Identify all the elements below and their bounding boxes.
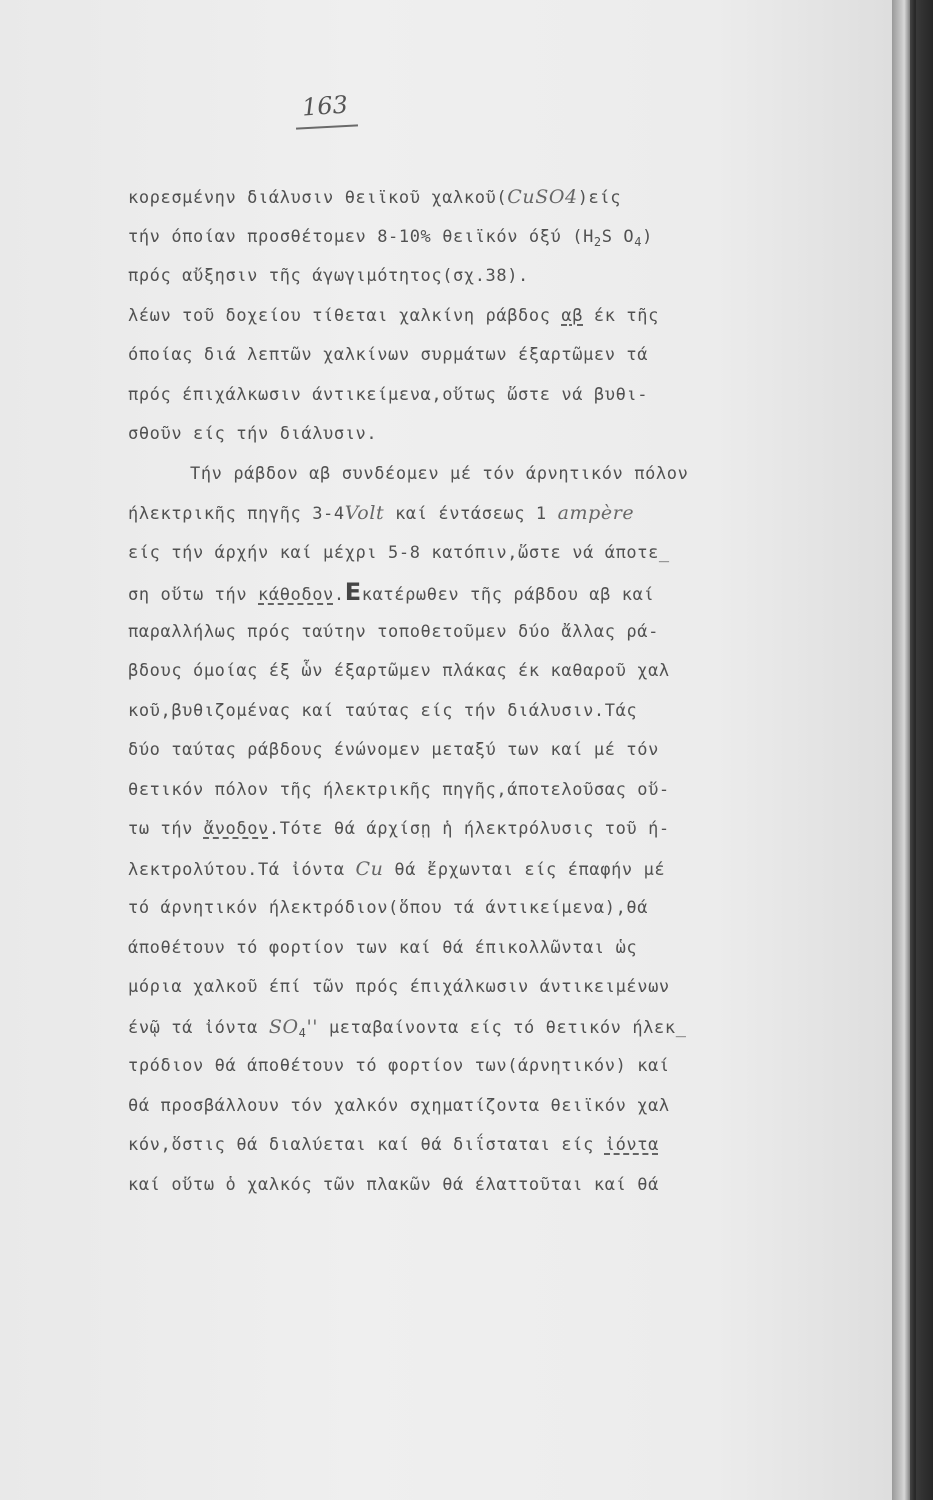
- handwritten-annotation: Cu: [355, 857, 384, 880]
- text-line: [128, 218, 828, 258]
- text-run: λεκτρολύτου.Τά ἰόντα: [128, 859, 356, 880]
- text-line: [128, 494, 828, 534]
- text-run: βδους όμοίας έξ ὧν έξαρτῶμεν πλάκας έκ καθαροῦ χαλ: [128, 661, 670, 681]
- page-number: 163: [301, 90, 349, 122]
- text-line: [128, 1047, 828, 1087]
- text-run: άποθέτουν τό φορτίον των καί θά έπικολλῶνται ὡς: [128, 937, 638, 958]
- text-line: [128, 257, 828, 297]
- binding-shadow: [910, 0, 916, 1500]
- text-line: [128, 850, 828, 890]
- text-line: [128, 297, 828, 337]
- handwritten-correction: E: [344, 578, 362, 606]
- subscript: 4: [298, 1025, 307, 1040]
- text-line: [128, 178, 828, 218]
- text-run: .: [333, 585, 345, 605]
- text-run: κόν,ὅστις θά διαλύεται καί θά διΐσταται είς: [128, 1135, 605, 1155]
- text-run: δύο ταύτας ράβδους ένώνομεν μεταξύ των καί μέ τόν: [128, 740, 659, 760]
- underlined-term: κάθοδον: [258, 585, 334, 605]
- text-line: [128, 968, 828, 1008]
- text-line: [128, 1166, 828, 1206]
- text-run: ση οὕτω τήν: [128, 585, 259, 605]
- text-line: [128, 534, 828, 574]
- text-line: [128, 692, 828, 732]
- text-run: παραλλήλως πρός ταύτην τοποθετοῦμεν δύο ἄλλας ρά-: [128, 621, 659, 642]
- text-line: [128, 889, 828, 929]
- text-run: όποίας διά λεπτῶν χαλκίνων συρμάτων έξαρτῶμεν τά: [128, 345, 649, 365]
- text-run: είς τήν άρχήν καί μέχρι 5-8 κατόπιν,ὥστε νά άποτε_: [128, 542, 670, 563]
- text-run: τω τήν: [128, 819, 204, 839]
- underlined-term: ἄνοδον: [203, 819, 269, 839]
- text-run: Τήν ράβδον αβ συνδέομεν μέ τόν άρνητικόν πόλον: [190, 463, 689, 484]
- text-run: πρός έπιχάλκωσιν άντικείμενα,οὕτως ὥστε νά βυθι-: [128, 384, 649, 405]
- text-line: [128, 771, 828, 811]
- text-run: κατέρωθεν τῆς ράβδου αβ καί: [361, 585, 655, 605]
- handwritten-annotation: CuSO4: [507, 186, 578, 208]
- text-line: [128, 573, 828, 613]
- text-run: κοῦ,βυθιζομένας καί ταύτας είς τήν διάλυσιν.Τάς: [128, 700, 638, 721]
- text-line: [128, 336, 828, 376]
- text-run: τήν όποίαν προσθέτομεν 8-10% θειϊκόν όξύ (H: [128, 226, 594, 247]
- text-line: [128, 652, 828, 692]
- text-run: θά ἔρχωνται είς έπαφήν μέ: [383, 859, 666, 880]
- text-run: σθοῦν είς τήν διάλυσιν.: [128, 424, 378, 444]
- underlined-term: ἰόντα: [604, 1135, 659, 1155]
- handwritten-annotation: SO: [268, 1015, 299, 1038]
- text-line: [128, 929, 828, 969]
- underlined-term: αβ: [561, 305, 584, 326]
- subscript: 4: [634, 234, 643, 249]
- text-run: θά προσβάλλουν τόν χαλκόν σχηματίζοντα θειϊκόν χαλ: [128, 1095, 670, 1116]
- text-run: ένῷ τά ἰόντα: [128, 1017, 269, 1038]
- handwritten-annotation: ampère: [557, 502, 635, 524]
- text-run: )είς: [577, 188, 622, 208]
- text-run: S O: [601, 226, 635, 247]
- page-binding-edge: [892, 0, 933, 1500]
- subscript: 2: [593, 234, 602, 249]
- text-run: ): [642, 226, 653, 247]
- text-line: [128, 455, 828, 495]
- text-line: [128, 810, 828, 850]
- text-line: [128, 613, 828, 653]
- handwritten-annotation: '': [306, 1015, 319, 1038]
- text-line: [128, 376, 828, 416]
- text-run: τρόδιον θά άποθέτουν τό φορτίον των(άρνητικόν) καί: [128, 1056, 670, 1076]
- text-line: [128, 1126, 828, 1166]
- text-run: καί έντάσεως 1: [384, 504, 558, 524]
- handwritten-annotation: Volt: [344, 502, 385, 524]
- text-run: μεταβαίνοντα είς τό θετικόν ήλεκ_: [318, 1017, 687, 1038]
- text-run: .Τότε θά άρχίσῃ ἡ ήλεκτρόλυσις τοῦ ή-: [268, 819, 670, 839]
- text-run: κορεσμένην διάλυσιν θειϊκοῦ χαλκοῦ(: [128, 188, 508, 208]
- text-line: [128, 1087, 828, 1127]
- text-run: καί οὕτω ὁ χαλκός τῶν πλακῶν θά έλαττοῦται καί θά: [128, 1174, 659, 1195]
- text-run: έκ τῆς: [583, 305, 659, 326]
- text-run: θετικόν πόλον τῆς ήλεκτρικῆς πηγῆς,άποτελοῦσας οὕ-: [128, 779, 670, 800]
- text-run: τό άρνητικόν ήλεκτρόδιον(ὅπου τά άντικείμενα),θά: [128, 898, 649, 918]
- text-line: [128, 731, 828, 771]
- text-run: πρός αὔξησιν τῆς άγωγιμότητος(σχ.38).: [128, 266, 529, 286]
- text-run: λέων τοῦ δοχείου τίθεται χαλκίνη ράβδος: [128, 305, 562, 326]
- typed-text-block: [128, 178, 828, 1205]
- text-line: [128, 1008, 828, 1048]
- text-line: [128, 415, 828, 455]
- text-run: ήλεκτρικῆς πηγῆς 3-4: [128, 504, 345, 524]
- text-run: μόρια χαλκοῦ έπί τῶν πρός έπιχάλκωσιν άντικειμένων: [128, 977, 670, 997]
